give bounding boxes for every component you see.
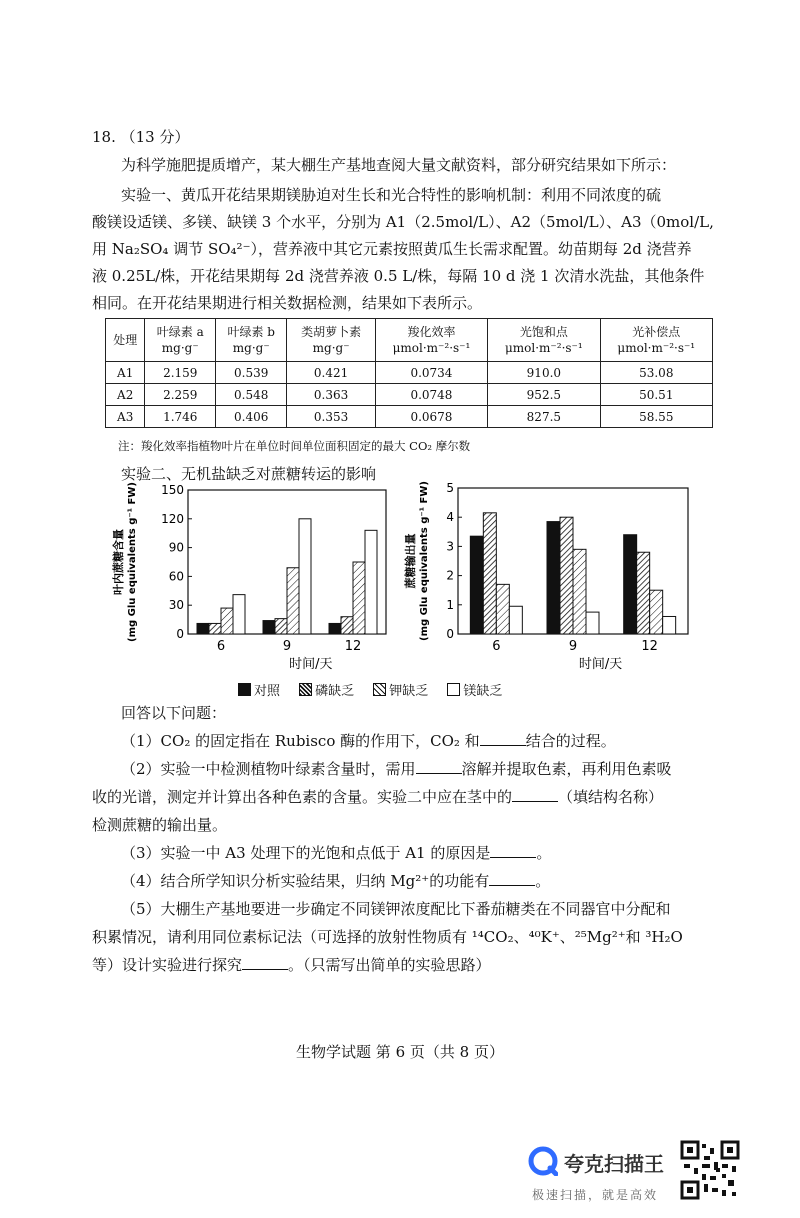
bar	[586, 612, 599, 634]
bar	[547, 522, 560, 634]
bar	[573, 549, 586, 634]
answer-blank[interactable]	[416, 759, 462, 774]
results-table	[105, 318, 713, 428]
x-tick-label: 12	[344, 639, 362, 654]
y-tick-label: 2	[446, 568, 454, 583]
table-cell: 910.0	[488, 362, 600, 384]
charts	[100, 480, 720, 675]
x-tick-label: 6	[492, 639, 501, 654]
legend-swatch	[299, 683, 312, 696]
y-tick-label: 30	[168, 598, 184, 613]
x-axis-label: 时间/天	[289, 657, 333, 672]
y-tick-label: 5	[446, 481, 454, 495]
legend-item	[299, 680, 354, 699]
legend-item	[447, 680, 502, 699]
bar	[233, 595, 245, 634]
table-header-cell: 光补偿点 μmol·m⁻²·s⁻¹	[600, 319, 712, 362]
bar	[560, 517, 573, 634]
bar	[483, 513, 496, 634]
sub-question-1: （1）CO₂ 的固定指在 Rubisco 酶的作用下，CO₂ 和 结合的过程。	[121, 732, 616, 750]
table-cell: 53.08	[600, 362, 712, 384]
table-cell: 0.353	[287, 406, 375, 428]
legend-label: 镁缺乏	[463, 684, 503, 699]
y-tick-label: 4	[446, 510, 454, 525]
y-tick-label: 90	[168, 540, 184, 555]
bar	[663, 616, 676, 634]
table-header-cell: 叶绿素 a mg·g⁻	[145, 319, 216, 362]
table-header-cell: 类胡萝卜素 mg·g⁻	[287, 319, 375, 362]
table-header-cell: 处理	[106, 319, 145, 362]
table-cell: 58.55	[600, 406, 712, 428]
sucrose-export-chart	[403, 481, 688, 672]
sub-question-5-end: 等）设计实验进行探究 。（只需写出简单的实验思路）	[92, 956, 491, 974]
y-tick-label: 60	[168, 569, 184, 584]
y-tick-label: 0	[446, 627, 454, 641]
table-cell: A2	[106, 384, 145, 406]
table-row	[106, 384, 713, 406]
bar	[263, 621, 275, 634]
sub-question-2-cont: 收的光谱，测定并计算出各种色素的含量。实验二中应在茎中的 （填结构名称）	[92, 788, 664, 806]
page-footer: 生物学试题 第 6 页（共 8 页）	[296, 1043, 504, 1061]
answers-intro: 回答以下问题：	[121, 704, 227, 722]
y-axis-unit: (mg Glu equivalents g⁻¹ FW)	[419, 481, 430, 641]
bar	[496, 584, 509, 634]
answer-blank[interactable]	[490, 843, 536, 858]
table-cell: 827.5	[488, 406, 600, 428]
bar	[209, 623, 221, 634]
answer-blank[interactable]	[242, 955, 288, 970]
sub-question-2: （2）实验一中检测植物叶绿素含量时，需用 溶解并提取色素，再利用色素吸	[121, 760, 672, 778]
table-cell: 0.421	[287, 362, 375, 384]
table-cell: 1.746	[145, 406, 216, 428]
scanner-slogan: 极速扫描，就是高效	[532, 1188, 659, 1202]
table-cell: 0.0678	[375, 406, 487, 428]
sub-question-5-cont: 积累情况，请利用同位素标记法（可选择的放射性物质有 ¹⁴CO₂、⁴⁰K⁺、²⁵Mg²⁺和 ³H₂O	[92, 928, 683, 946]
table-cell: 952.5	[488, 384, 600, 406]
experiment-2-title: 实验二、无机盐缺乏对蔗糖转运的影响	[121, 465, 377, 483]
table-cell: A3	[106, 406, 145, 428]
bar	[637, 552, 650, 634]
sub-question-5: （5）大棚生产基地要进一步确定不同镁钾浓度配比下番茄糖类在不同器官中分配和	[121, 900, 671, 918]
x-tick-label: 12	[641, 639, 658, 654]
table-header-row	[106, 319, 713, 362]
scanner-brand: 夸克扫描王	[564, 1152, 664, 1176]
table-cell: 0.548	[216, 384, 287, 406]
chart-legend	[238, 680, 516, 700]
bar	[341, 617, 353, 634]
sub-question-2-end: 检测蔗糖的输出量。	[92, 816, 228, 834]
table-cell: 0.0748	[375, 384, 487, 406]
question-header	[92, 127, 190, 147]
table-header-cell: 光饱和点 μmol·m⁻²·s⁻¹	[488, 319, 600, 362]
bar	[353, 562, 365, 634]
table-cell: 2.159	[145, 362, 216, 384]
exp1-line: 用 Na₂SO₄ 调节 SO₄²⁻），营养液中其它元素按照黄瓜生长需求配置。幼苗期每 2d 浇营养	[92, 240, 692, 258]
sub-question-4: （4）结合所学知识分析实验结果，归纳 Mg²⁺的功能有 。	[121, 872, 551, 890]
legend-swatch	[373, 683, 386, 696]
y-tick-label: 0	[176, 627, 184, 641]
question-intro: 为科学施肥提质增产，某大棚生产基地查阅大量文献资料，部分研究结果如下所示：	[121, 156, 677, 174]
y-tick-label: 1	[446, 597, 454, 612]
x-axis-label: 时间/天	[578, 657, 623, 672]
table-cell: A1	[106, 362, 145, 384]
legend-swatch	[447, 683, 460, 696]
leaf-sucrose-chart	[111, 482, 386, 672]
bar	[299, 519, 311, 634]
table-cell: 0.406	[216, 406, 287, 428]
bar	[197, 623, 209, 634]
table-cell: 2.259	[145, 384, 216, 406]
bar	[275, 619, 287, 634]
sub-question-3: （3）实验一中 A3 处理下的光饱和点低于 A1 的原因是 。	[121, 844, 552, 862]
table-cell: 50.51	[600, 384, 712, 406]
exp1-line: 液 0.25L/株，开花结果期每 2d 浇营养液 0.5 L/株，每隔 10 d 浇 1 次清水洗盐，其他条件	[92, 267, 705, 285]
question-number: 18.	[92, 128, 116, 146]
y-tick-label: 120	[161, 511, 184, 526]
x-tick-label: 6	[216, 639, 226, 654]
y-axis-unit: (mg Glu equivalents g⁻¹ FW)	[127, 482, 138, 642]
legend-item	[373, 680, 428, 699]
qr-code-icon	[680, 1140, 740, 1200]
legend-item	[238, 680, 280, 699]
answer-blank[interactable]	[512, 787, 558, 802]
table-row	[106, 362, 713, 384]
y-tick-label: 3	[446, 539, 454, 554]
table-note: 注：羧化效率指植物叶片在单位时间单位面积固定的最大 CO₂ 摩尔数	[118, 439, 471, 453]
bar	[329, 623, 341, 634]
answer-blank[interactable]	[489, 871, 535, 886]
x-tick-label: 9	[282, 639, 292, 654]
bar	[287, 568, 299, 634]
table-row	[106, 406, 713, 428]
scanner-logo-icon	[528, 1146, 558, 1176]
table-header-cell: 叶绿素 b mg·g⁻	[216, 319, 287, 362]
exp1-line: 相同。在开花结果期进行相关数据检测，结果如下表所示。	[92, 294, 483, 312]
y-tick-label: 150	[161, 483, 184, 497]
exp1-line: 酸镁设适镁、多镁、缺镁 3 个水平，分别为 A1（2.5mol/L）、A2（5mol/L）、A3（0mol/L,	[92, 213, 714, 231]
legend-label: 磷缺乏	[315, 684, 355, 699]
legend-swatch	[238, 683, 251, 696]
bar	[221, 608, 233, 634]
bar	[509, 606, 522, 634]
question-points: （13 分）	[120, 128, 190, 146]
y-axis-label: 蔗糖输出量	[404, 533, 417, 589]
table-cell: 0.363	[287, 384, 375, 406]
legend-label: 钾缺乏	[389, 684, 429, 699]
exp1-line: 实验一、黄瓜开花结果期镁胁迫对生长和光合特性的影响机制：利用不同浓度的硫	[121, 186, 662, 204]
bar	[365, 530, 377, 634]
table-cell: 0.0734	[375, 362, 487, 384]
bar	[624, 535, 637, 634]
bar	[650, 590, 663, 634]
bar	[470, 536, 483, 634]
y-axis-label: 叶内蔗糖含量	[112, 529, 125, 595]
answer-blank[interactable]	[480, 731, 526, 746]
legend-label: 对照	[254, 684, 281, 699]
table-header-cell: 羧化效率 μmol·m⁻²·s⁻¹	[375, 319, 487, 362]
table-cell: 0.539	[216, 362, 287, 384]
x-tick-label: 9	[568, 639, 578, 654]
